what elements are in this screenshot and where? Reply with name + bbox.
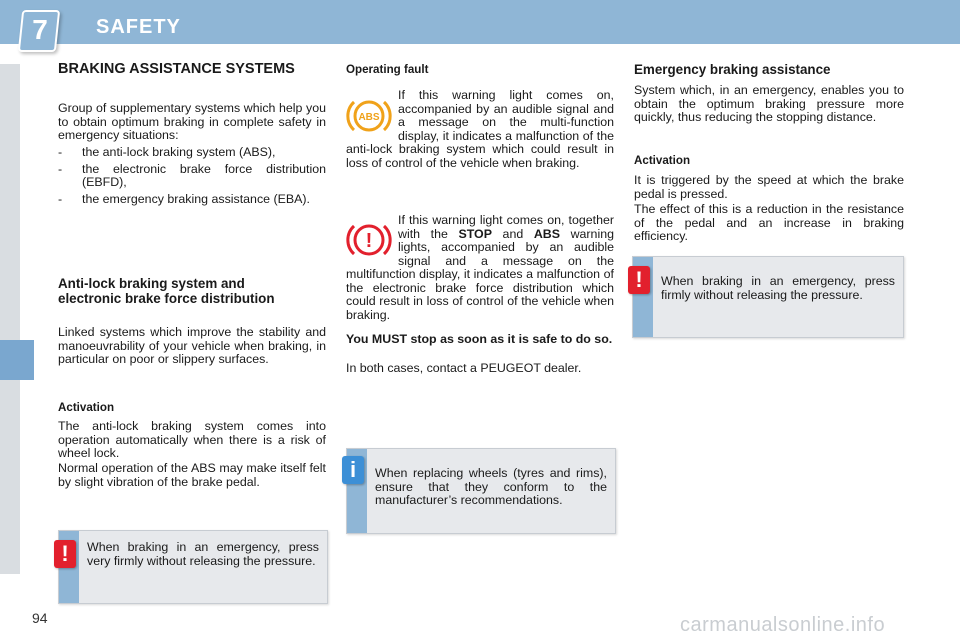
side-strip-marker: [0, 340, 34, 380]
eba-activation-text-2: The effect of this is a reduction in the resistance of the pedal and an increase in braking efficiency.: [634, 202, 904, 243]
list-item: - the emergency braking assistance (EBA).: [58, 191, 310, 206]
must-stop-text: You MUST stop as soon as it is safe to do so.: [346, 332, 613, 346]
list-item: - the anti-lock braking system (ABS),: [58, 145, 276, 159]
contact-dealer-text: In both cases, contact a PEUGEOT dealer.: [346, 361, 582, 375]
side-strip: [0, 64, 20, 574]
abs-light-label: ABS: [358, 112, 380, 123]
info-icon: i: [342, 456, 364, 484]
warning-note-text: When braking in an emergency, press firmly without releasing the pressure.: [661, 274, 895, 302]
warning-icon: !: [54, 540, 76, 568]
page-title: SAFETY: [96, 16, 181, 38]
braking-assistance-intro: Group of supplementary systems which help you to obtain optimum braking in complete safety in emergency situations:: [58, 101, 326, 142]
eba-activation-heading: Activation: [634, 154, 691, 167]
watermark: carmanualsonline.info: [680, 614, 886, 636]
fault-text-1: If this warning light comes on, accompanied by an audible signal and a message on the multi-function display, it indicates a malfunction of the anti-lock braking system which could result in loss of control of the vehicle when braking.: [346, 88, 614, 170]
section-title-abs: Anti-lock braking system and electronic brake force distribution: [58, 276, 275, 306]
operating-fault-heading: Operating fault: [346, 63, 429, 76]
warning-note-col1: [58, 530, 328, 604]
chapter-number: 7: [32, 14, 48, 45]
abs-activation-text-2: Normal operation of the ABS may make itself felt by slight vibration of the brake pedal.: [58, 461, 326, 489]
abs-activation-text-1: The anti-lock braking system comes into operation automatically when there is a risk of wheel lock.: [58, 419, 326, 460]
section-title-eba: Emergency braking assistance: [634, 62, 831, 77]
info-note-text: When replacing wheels (tyres and rims), ensure that they conform to the manufacturer’s recommendations.: [375, 466, 607, 507]
info-note-col2: [346, 448, 616, 534]
warning-note-text: When braking in an emergency, press very firmly without releasing the pressure.: [87, 540, 319, 568]
brake-light-label: !: [365, 230, 373, 252]
systems-list: [58, 146, 326, 209]
page-number: 94: [32, 610, 48, 626]
warning-icon: !: [628, 266, 650, 294]
fault-text-2: If this warning light comes on, together with the STOP and ABS warning lights, accompanied by an audible signal and a message on the multifunction display, it indicates a malfunction of the electronic brake force distribution which could result in loss of control of the vehicle when braking.: [346, 213, 614, 322]
abs-description: Linked systems which improve the stability and manoeuvrability of your vehicle when braking, in particular on poor or slippery surfaces.: [58, 325, 326, 366]
list-item: - the electronic brake force distribution (EBFD),: [58, 161, 326, 189]
section-title-braking-assistance: BRAKING ASSISTANCE SYSTEMS: [58, 61, 295, 77]
warning-note-col3: [632, 256, 904, 338]
eba-activation-text-1: It is triggered by the speed at which the brake pedal is pressed.: [634, 173, 904, 201]
eba-description: System which, in an emergency, enables you to obtain the optimum braking pressure more quickly, thus reducing the stopping distance.: [634, 83, 904, 124]
abs-activation-heading: Activation: [58, 401, 115, 414]
